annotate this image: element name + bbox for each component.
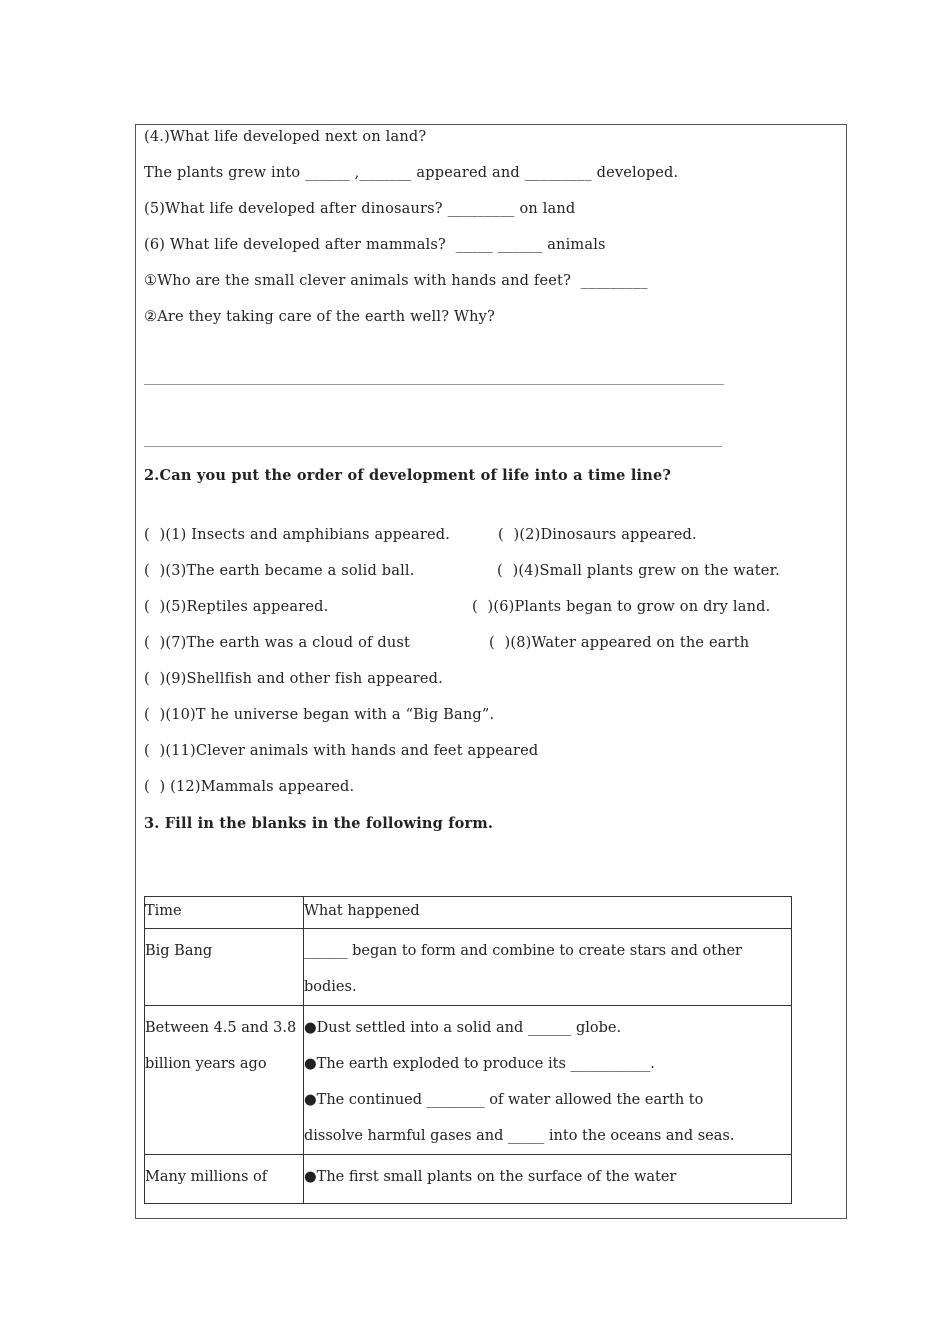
section-3-heading: 3. Fill in the blanks in the following form.	[144, 815, 494, 832]
row-text: ●The earth exploded to produce its ___________.	[304, 1056, 655, 1072]
row-time: billion years ago	[145, 1056, 267, 1072]
row-time: Big Bang	[145, 943, 213, 959]
row-text: ●Dust settled into a solid and ______ globe.	[304, 1020, 622, 1036]
fill-in-table	[144, 896, 792, 1204]
timeline-item: ( )(1) Insects and amphibians appeared.	[144, 527, 451, 543]
timeline-item: ( )(9)Shellfish and other fish appeared.	[144, 671, 443, 687]
table-row	[145, 929, 792, 1006]
answer-line-1[interactable]	[144, 384, 724, 385]
timeline-item: ( )(8)Water appeared on the earth	[489, 635, 750, 651]
section-2-heading: 2.Can you put the order of development of life into a time line?	[144, 467, 672, 484]
table-row	[145, 1155, 792, 1204]
row-time: Many millions of	[145, 1169, 268, 1185]
row-text: dissolve harmful gases and _____ into the oceans and seas.	[304, 1128, 735, 1144]
row-text: ______ began to form and combine to create stars and other	[304, 943, 742, 959]
row-text: bodies.	[304, 979, 357, 995]
timeline-item: ( )(4)Small plants grew on the water.	[497, 563, 780, 579]
timeline-item: ( )(11)Clever animals with hands and feet appeared	[144, 743, 539, 759]
header-what-happened: What happened	[304, 897, 792, 929]
row-time: Between 4.5 and 3.8	[145, 1020, 297, 1036]
table-header-row	[145, 897, 792, 929]
timeline-item: ( )(2)Dinosaurs appeared.	[498, 527, 697, 543]
row-text: ●The first small plants on the surface of the water	[304, 1169, 677, 1185]
question-6a: ①Who are the small clever animals with hands and feet? _________	[144, 273, 648, 289]
question-6: (6) What life developed after mammals? _____ ______ animals	[144, 237, 606, 253]
question-4: (4.)What life developed next on land?	[144, 129, 427, 145]
header-time: Time	[145, 897, 304, 929]
timeline-item: ( )(6)Plants began to grow on dry land.	[472, 599, 771, 615]
answer-line-2[interactable]	[144, 446, 722, 447]
row-text: ●The continued ________ of water allowed the earth to	[304, 1092, 704, 1108]
timeline-item: ( )(7)The earth was a cloud of dust	[144, 635, 411, 651]
question-6b: ②Are they taking care of the earth well? Why?	[144, 309, 496, 325]
table-row	[145, 1006, 792, 1155]
timeline-item: ( )(3)The earth became a solid ball.	[144, 563, 415, 579]
timeline-item: ( )(5)Reptiles appeared.	[144, 599, 329, 615]
timeline-item: ( )(10)T he universe began with a “Big Bang”.	[144, 707, 495, 723]
question-4-answer: The plants grew into ______ ,_______ appeared and _________ developed.	[144, 165, 679, 181]
question-5: (5)What life developed after dinosaurs? _________ on land	[144, 201, 576, 217]
timeline-item: ( ) (12)Mammals appeared.	[144, 779, 355, 795]
